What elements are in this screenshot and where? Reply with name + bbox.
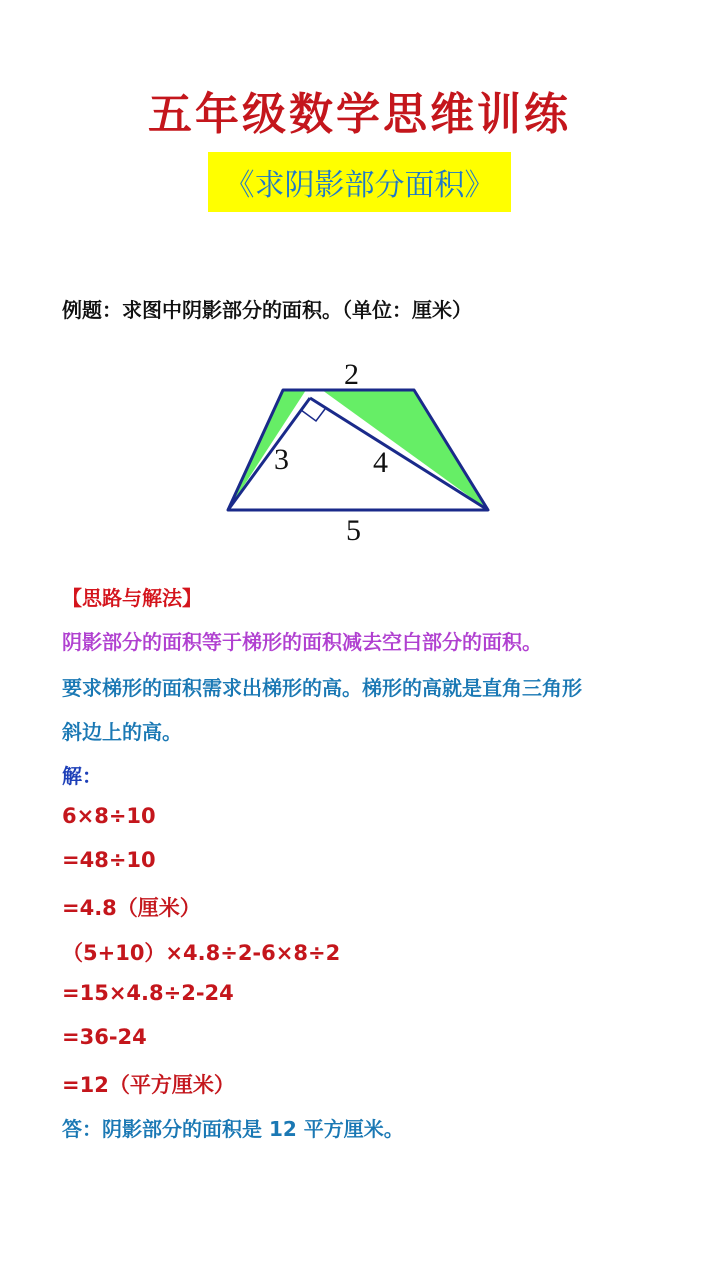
shaded-region-right	[322, 390, 488, 510]
calc-step-6: =36-24	[62, 1025, 147, 1049]
subtitle-banner	[208, 152, 511, 212]
calc-step-3: =4.8（厘米）	[62, 896, 201, 920]
label-right: 4	[373, 446, 388, 479]
right-angle-marker	[301, 409, 325, 421]
calc-step-4: （5+10）×4.8÷2-6×8÷2	[62, 941, 341, 965]
page-title: 五年级数学思维训练	[148, 89, 571, 140]
calc-step-7: =12（平方厘米）	[62, 1073, 235, 1097]
label-bottom: 5	[346, 514, 361, 547]
answer-text: 答：阴影部分的面积是 12 平方厘米。	[62, 1117, 404, 1141]
solution-line-2: 要求梯形的面积需求出梯形的高。梯形的高就是直角三角形	[62, 676, 582, 700]
subtitle: 《求阴影部分面积》	[224, 168, 495, 203]
label-left: 3	[274, 443, 289, 476]
label-top: 2	[344, 358, 359, 391]
solution-line-3: 斜边上的高。	[62, 720, 182, 744]
calc-step-5: =15×4.8÷2-24	[62, 981, 234, 1005]
trapezoid-figure	[210, 352, 510, 552]
solution-line-1: 阴影部分的面积等于梯形的面积减去空白部分的面积。	[62, 630, 542, 654]
calc-step-1: 6×8÷10	[62, 804, 156, 828]
calc-step-2: =48÷10	[62, 848, 156, 872]
triangle-edge-left	[228, 398, 310, 510]
solution-heading: 【思路与解法】	[62, 586, 202, 610]
question-text: 例题：求图中阴影部分的面积。（单位：厘米）	[62, 298, 472, 322]
solution-label: 解：	[62, 764, 102, 788]
